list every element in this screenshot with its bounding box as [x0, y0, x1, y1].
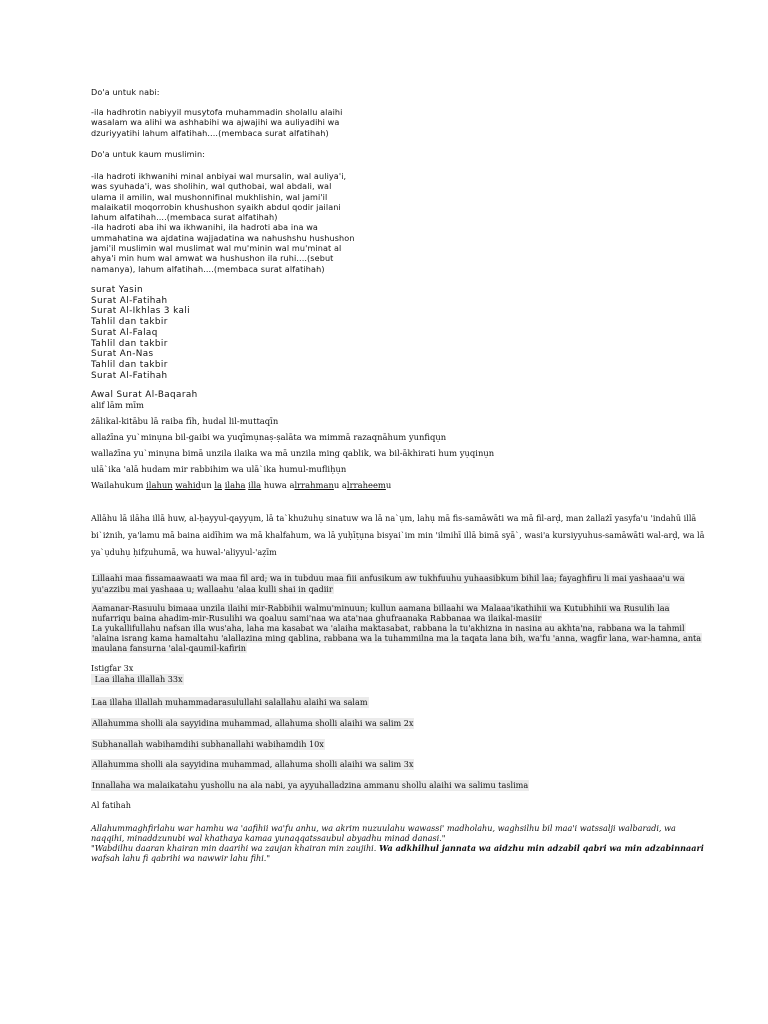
text-line: Laa illaha illallah 33x: [92, 674, 183, 684]
list-item: Surat An-Nas: [91, 349, 154, 360]
text-line: -ila hadroti ikhwanihi minal anbiyai wal mursalin, wal auliya'i,: [91, 171, 347, 181]
list-item: surat Yasin: [91, 285, 143, 295]
text-line: dzuriyyatihi lahum alfatihah....(membaca surat alfatihah): [91, 127, 329, 138]
text-line: Aamanar-Rasuulu bimaaa unzila ilaihi mir-Rabbihii walmu'minuun; kullun aamana billaahi wa Malaaa'ikathihii wa Kutubhihii wa Rusulih laa: [92, 603, 670, 613]
text-line: wafsah lahu fi qabrihi wa nawwir lahu fihi.": [91, 853, 271, 863]
baqarah-line-wailahukum: [91, 480, 391, 491]
dzikir-line: [91, 739, 325, 750]
dzikir-line: [91, 663, 133, 674]
text-line: La yukallifullahu nafsan illa wus'aha, laha ma kasabat wa 'alaiha maktasabat, rabbana la tu'akhizna in nasina au akhta'na, rabbana wa la tahmil: [92, 623, 685, 634]
baqarah-line: ulā`ika 'alā hudam mir rabbihim wa ulā`ika humul-mufliḥụn: [91, 464, 347, 474]
text-line: Istigfar 3x: [91, 663, 134, 673]
text-line: ya`ụduhụ ḥifẓuhumā, wa huwal-'aliyyul-'aẓīm: [91, 547, 277, 557]
doa-muslimin-section: [91, 149, 205, 159]
text-run: un: [200, 480, 215, 490]
doa-nabi-section: [91, 87, 160, 97]
text-line: malaikatil moqorrobin khushushon syaikh abdul qodir jailani: [91, 201, 341, 212]
bacaan-list: [91, 285, 190, 381]
text-run: lrraheem: [346, 480, 386, 490]
text-line: Al fatihah: [91, 800, 131, 810]
dzikir-line: [91, 759, 414, 770]
list-item: Tahlil dan takbir: [91, 338, 168, 349]
text-line: naqqihi, minaddzunubi wal khathaya kamaa yunaqqatssaubul abyadhu minad danasi.": [91, 833, 446, 843]
text-run: u a: [333, 480, 347, 490]
text-line: yu'azzibu mai yashaaa u; wallaahu 'alaa kulli shai in qadiir: [92, 583, 333, 594]
text-run: wahid: [175, 480, 201, 490]
list-item: Surat Al-Falaq: [91, 327, 158, 338]
dzikir-line: [91, 697, 369, 708]
list-item: Surat Al-Fatihah: [91, 370, 168, 381]
text-run: la: [214, 480, 223, 490]
text-run: ilaha: [224, 480, 246, 490]
text-run: huwa a: [261, 480, 295, 490]
doa-nabi-title: Do'a untuk nabi:: [91, 87, 160, 97]
text-line: Lillaahi maa fissamaawaati wa maa fil ard; wa in tubduu maa fiii anfusikum aw tukhfuuhu yuhaasibkum bihil laa; fayaghfiru li mai yashaaa'u wa: [92, 573, 685, 583]
dzikir-line: [91, 718, 414, 729]
list-item: Surat Al-Ikhlas 3 kali: [91, 306, 190, 317]
text-line: was syuhada'i, was sholihin, wal quthobai, wal abdali, wal: [91, 181, 332, 192]
text-run: u: [385, 480, 392, 490]
text-line: -ila hadroti aba ihi wa ikhwanihi, ila hadroti aba ina wa: [91, 222, 318, 233]
list-item: Surat Al-Fatihah: [91, 295, 168, 306]
doa-nabi-body: [91, 107, 343, 138]
text-line: Laa illaha illallah muhammadarasulullahi salallahu alaihi wa salam: [92, 697, 368, 707]
text-line: bi`iżnih, ya'lamu mā baina aidīhim wa mā khalfahum, wa lā yuḥīṭụna bisyai`im min 'ilmihī illā bimā syā`, wasi'a kursiyyuhus-samāwāti wal-arḍ, wa lā: [91, 530, 705, 540]
aamanar-paragraph: [91, 603, 702, 653]
text-line: lahum alfatihah....(membaca surat alfatihah): [91, 212, 278, 223]
text-line: maulana fansurna 'alal-qaumil-kafirin: [92, 643, 247, 654]
baqarah-line: wallażīna yu`minụna bimā unzila ilaika wa mā unzila ming qablik, wa bil-ākhirati hum yụqinụn: [91, 448, 495, 458]
text-run: ilahun: [146, 480, 173, 490]
text-line: -ila hadhrotin nabiyyil musytofa muhammadin sholallu alaihi: [91, 107, 343, 117]
text-run: "Wabdilhu daaran khairan min daarihi wa zaujan khairan min zaujihi.: [91, 843, 377, 853]
text-line: ummahatina wa ajdatina wajjadatina wa nahushshu hushushon: [91, 232, 355, 243]
baqarah-line: allażīna yu`minụna bil-gaibi wa yuqīmụnaṣ-ṣalāta wa mimmā razaqnāhum yunfiqụn: [91, 432, 447, 442]
dzikir-line: [91, 674, 184, 685]
dzikir-line: [91, 780, 529, 791]
baqarah-line: alif lām mīm: [91, 400, 144, 410]
doa-muslimin-body: [91, 171, 355, 274]
text-line: wasalam wa alihi wa ashhabihi wa ajwajihi wa auliyadihi wa: [91, 117, 340, 128]
text-run: Wailahukum: [91, 480, 147, 490]
text-line: namanya), lahum alfatihah....(membaca surat alfatihah): [91, 263, 325, 274]
list-item: Tahlil dan takbir: [91, 359, 168, 370]
text-line: Allahumma sholli ala sayyidina muhammad, allahuma sholli alaihi wa salim 3x: [92, 759, 414, 769]
dzikir-line: [91, 800, 131, 811]
text-line: Allāhu lā ilāha illā huw, al-ḥayyul-qayyụm, lā ta`khużuhụ sinatuw wa lā na`ụm, lahụ mā fis-samāwāti wa mā fil-arḍ, man żallażī yasyfa'u 'indahū illā: [91, 513, 697, 523]
text-run: Wa adkhilhul jannata wa aidzhu min adzabil qabri wa min adzabinnaari: [376, 843, 704, 853]
doa-penutup: [91, 823, 704, 863]
text-line: Allahumma sholli ala sayyidina muhammad, allahuma sholli alaihi wa salim 2x: [92, 718, 414, 728]
text-line: nufarriqu baina ahadim-mir-Rusulihi wa qoaluu sami'naa wa ata'naa ghufraanaka Rabbanaa wa ilaikal-masiir: [92, 613, 542, 624]
text-line: Allahummaghfirlahu war hamhu wa 'aafihii wa'fu anhu, wa akrim nuzuulahu wawassi' madholahu, waghsilhu bil maa'i watssalji walbaradi, wa: [91, 823, 676, 833]
text-line: Subhanallah wabihamdihi subhanallahi wabihamdih 10x: [92, 739, 324, 749]
text-line: 'alaina israng kama hamaltahu 'alallazina ming qablina, rabbana wa la tuhammilna ma la taqata lana bih, wa'fu 'anna, wagfir lana, war-hamna, anta: [92, 633, 702, 644]
ayat-kursi: [91, 510, 704, 561]
text-line: ulama il amilin, wal mushonnifinal mukhlishin, wal jami'il: [91, 191, 328, 202]
list-item: Tahlil dan takbir: [91, 317, 168, 328]
text-run: illa: [248, 480, 262, 490]
lillaahi-paragraph: [91, 573, 685, 594]
text-run: lrrahman: [294, 480, 334, 490]
doa-muslimin-title: Do'a untuk kaum muslimin:: [91, 149, 206, 159]
text-line: ahya'i min hum wal amwat wa hushushon ila ruhi....(sebut: [91, 253, 334, 264]
baqarah-title: Awal Surat Al-Baqarah: [91, 390, 198, 400]
text-line: jami'il muslimin wal muslimat wal mu'minin wal mu'minat al: [91, 243, 342, 254]
baqarah-line: żālikal-kitābu lā raiba fīh, hudal lil-muttaqīn: [91, 416, 279, 426]
text-line: Innallaha wa malaikatahu yushollu na ala nabi, ya ayyuhalladzina ammanu shollu alaihi wa salimu taslima: [92, 780, 529, 790]
